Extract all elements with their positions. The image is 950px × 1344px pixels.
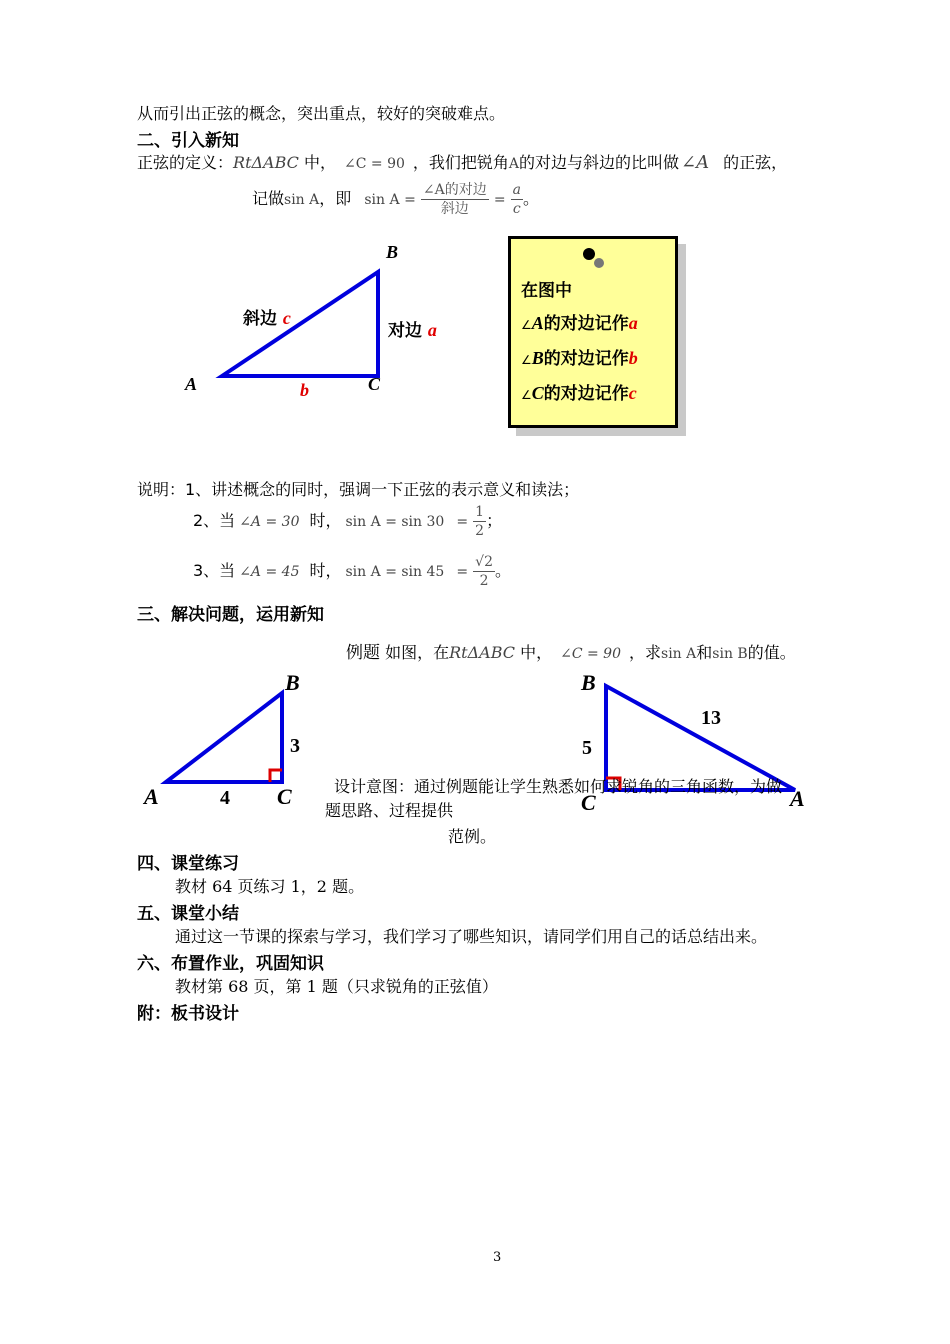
section3-heading: 三、解决问题，运用新知 [137,605,324,625]
design-intent-line1: 设计意图：通过例题能让学生熟悉如何求锐角的三角函数，为做 [334,777,783,796]
fraction-denominator: 斜边 [440,201,469,217]
line3-mid: 时， [309,561,342,580]
ratio-c: c [512,201,521,217]
sine-definition [137,150,787,173]
ratio-a: a [512,182,522,198]
def-prefix: 正弦的定义： [137,153,234,172]
angle-symbol: ∠ [521,388,532,402]
note-row-b [521,344,638,369]
t3-side-5: 5 [582,737,592,759]
vertex-b-label: B [386,242,399,262]
t2-vertex-c: C [277,784,292,809]
example-sin-a: sin A [661,646,697,662]
note-text-b: 的对边记作 [543,349,629,369]
hyp-var: c [282,308,291,328]
line2-angle: ∠A = 30 [239,514,300,530]
line3-end: 。 [494,561,511,580]
line2-den: 2 [475,523,485,539]
design-intent-line2: 题思路、过程提供 [325,801,454,820]
example-label: 例题 [346,643,380,663]
line2-eq: = [456,514,469,530]
note-vertex-a: A [531,313,544,333]
line3-eq: = [456,564,469,580]
triangle-3-4-diagram [140,668,320,818]
def-zhong: 中， [298,153,336,172]
line2-mid: 时， [309,511,342,530]
line2-prefix: 2、当 [193,511,236,530]
note-vertex-c: C [531,383,544,403]
example-text2: ，求 [629,643,662,662]
line3-prefix: 3、当 [193,561,236,580]
note-var-a: a [628,313,638,333]
section2-heading: 二、引入新知 [137,131,239,151]
appendix-heading: 附：板书设计 [137,1004,239,1024]
opp-var: a [427,320,437,340]
example-angle-c: ∠C = 90 [560,646,621,662]
def-end: 的正弦， [723,153,788,172]
def-mid: ，我们把锐角 [412,153,509,172]
angle-symbol: ∠ [521,318,532,332]
example-sin-b: sin B [712,646,748,662]
sine-formula [252,181,539,218]
line3-sin: sin A = sin 45 [345,564,445,580]
t2-side-3: 3 [290,735,300,757]
design-intent-line3: 范例。 [448,827,497,846]
line3-num: √2 [475,554,493,570]
hypotenuse-label [243,304,291,329]
vertex-c-label: C [368,374,381,394]
rt-abc: RtΔABC [233,153,299,172]
sin-a: sin A [284,192,320,208]
line3-angle: ∠A = 45 [239,564,300,580]
def-mid2: 的对边与斜边的比叫做 [519,153,680,172]
t3-side-13: 13 [701,707,721,729]
triangle-3-4-shape [166,693,282,782]
t2-side-4: 4 [220,787,230,809]
angle-letter-a: A [508,156,520,172]
sin-a-eq: sin A = [364,192,416,208]
t3-vertex-b: B [581,670,596,695]
intro-line: 从而引出正弦的概念，突出重点，较好的突破难点。 [137,104,506,123]
formula-period: 。 [523,189,540,208]
note-vertex-b: B [531,348,544,368]
angle-c-90: ∠C = 90 [344,156,405,172]
section4-heading: 四、课堂练习 [137,854,239,874]
line2-sin: sin A = sin 30 [345,514,445,530]
note-text-a: 的对边记作 [543,314,629,334]
explain-line3 [193,553,511,590]
example-rt-abc: RtΔABC [449,643,515,662]
line3-fraction [473,553,495,590]
line2-fraction [473,503,486,540]
pin-shadow-icon [594,258,604,268]
section6-heading: 六、布置作业，巩固知识 [137,954,324,974]
t2-vertex-a: A [144,784,159,809]
line2-num: 1 [475,504,485,520]
example-zhong: 中， [520,643,553,662]
example-line [346,638,796,663]
hyp-text: 斜边 [243,309,277,329]
page-number: 3 [493,1250,502,1265]
explain-line2 [193,503,502,540]
note-text-c: 的对边记作 [543,384,629,404]
line3-den: 2 [479,573,489,589]
sticky-note [508,236,678,428]
explain-line1: 说明：1、讲述概念的同时，强调一下正弦的表示意义和读法； [137,480,580,499]
note-var-b: b [628,348,638,368]
pin-icon [583,248,595,260]
section5-heading: 五、课堂小结 [137,904,239,924]
angle-a-symbol: ∠A [681,152,710,173]
vertex-a-label: A [185,374,198,394]
ratio-a-over-c [511,181,523,218]
section4-text: 教材 64 页练习 1，2 题。 [175,877,365,896]
angle-symbol: ∠ [521,353,532,367]
denote-mid: ，即 [319,189,352,208]
example-he: 和 [696,643,713,662]
note-row-c [521,379,637,404]
note-row-a [521,309,638,334]
opposite-label [388,316,437,341]
line2-end: ； [486,511,503,530]
t2-vertex-b: B [285,670,300,695]
t3-vertex-a: A [790,786,805,811]
formula-fraction [421,181,489,218]
note-title: 在图中 [521,281,572,301]
equals-sign: = [493,192,506,208]
example-end: 的值。 [747,643,796,662]
note-var-c: c [628,383,637,403]
fraction-numerator: ∠A的对边 [422,182,487,198]
section6-text: 教材第 68 页，第 1 题（只求锐角的正弦值） [175,977,498,996]
example-text1: 如图，在 [385,643,450,662]
opp-text: 对边 [388,321,422,341]
side-b-label: b [300,380,309,400]
denote-prefix: 记做 [252,189,285,208]
section5-text: 通过这一节课的探索与学习，我们学习了哪些知识，请同学们用自己的话总结出来。 [175,927,768,946]
t3-vertex-c: C [581,790,596,815]
